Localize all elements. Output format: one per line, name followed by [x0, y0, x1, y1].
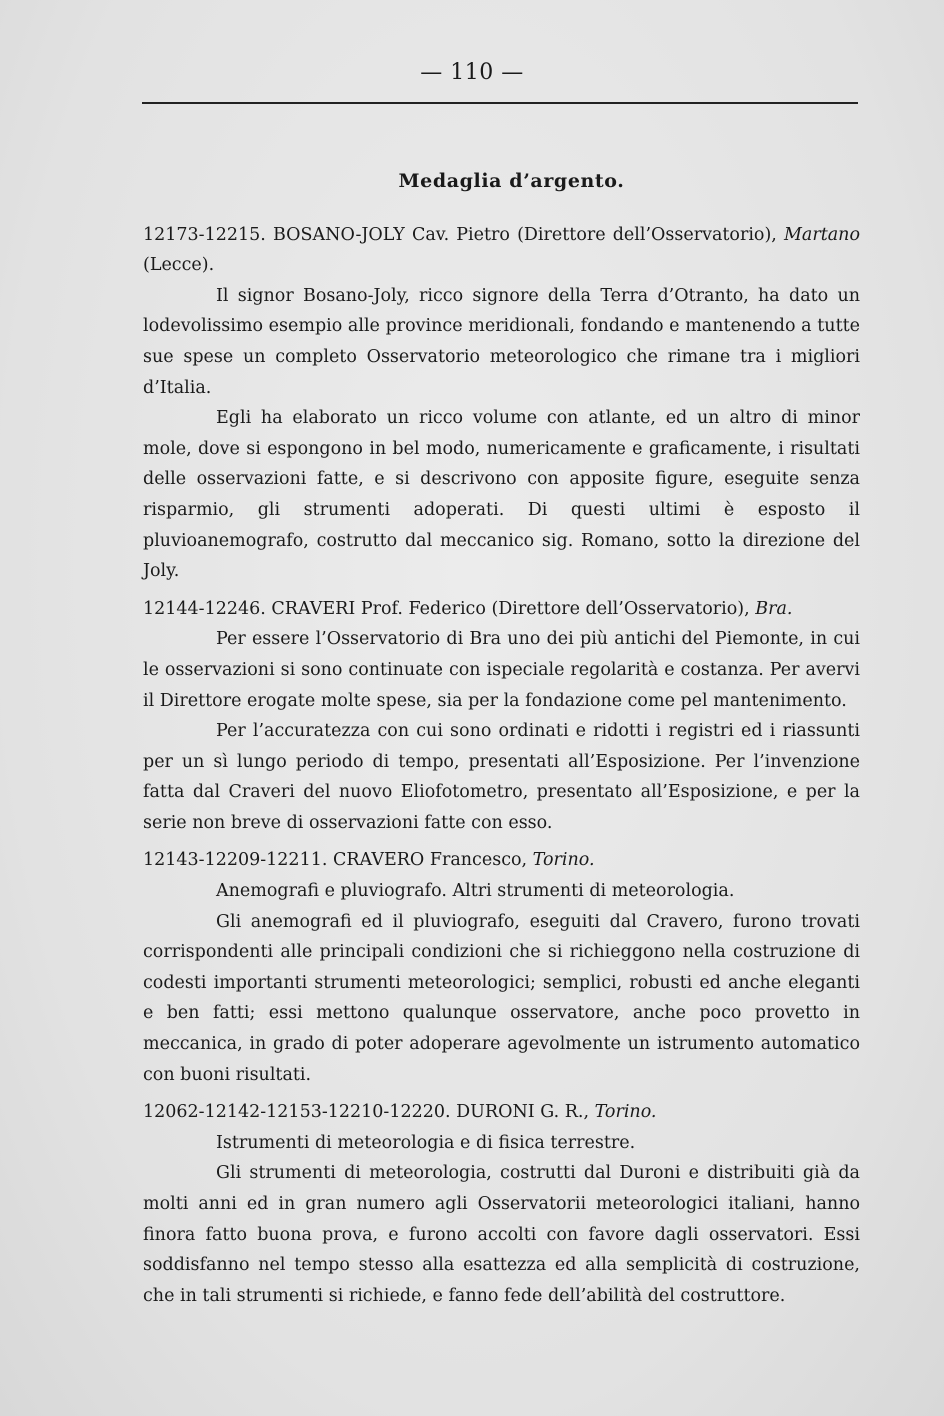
- entry-place: Torino.: [594, 1102, 657, 1123]
- entry-place: Martano: [784, 224, 860, 245]
- entry-title: Francesco,: [429, 850, 528, 871]
- entry-subtitle: Istrumenti di meteorologia e di fisica terrestre.: [216, 1132, 636, 1153]
- entry-title: Cav. Pietro (Direttore dell’Osservatorio),: [411, 224, 777, 245]
- entry-paragraph: Il signor Bosano-Joly, ricco signore della Terra d’Otranto, ha dato un lodevolissimo esempio alle province meridionali, fondando e mantenendo a tutte sue spese un completo Osservatorio meteorologico che rimane tra i migliori d’Italia.: [143, 285, 860, 398]
- entry-name: DURONI G. R.,: [456, 1102, 590, 1123]
- entry-place: Torino.: [532, 850, 595, 871]
- page-body: [143, 166, 860, 1311]
- entry-place: Bra.: [755, 598, 793, 619]
- header-rule: [142, 102, 858, 104]
- entry-paragraph: Gli strumenti di meteorologia, costrutti dal Duroni e distribuiti già da molti anni ed in gran numero agli Osservatorii meteorologici italiani, hanno finora fatto buona prova, e furono accolti con favore dagli osservatori. Essi soddisfanno nel tempo stesso alla esattezza ed alla semplicità di costruzione, che in tali strumenti si richiede, e fanno fede dell’abilità del costruttore.: [143, 1163, 860, 1306]
- entry-heading: [143, 845, 860, 876]
- entry-name: BOSANO-JOLY: [272, 224, 405, 245]
- entry-paragraph: Gli anemografi ed il pluviografo, eseguiti dal Cravero, furono trovati corrispondenti alle principali condizioni che si richieggono nella costruzione di codesti importanti strumenti meteorologici; semplici, robusti ed anche eleganti e ben fatti; essi mettono qualunque osservatore, anche poco provetto in meccanica, in grado di poter adoperare agevolmente un istrumento automatico con buoni risultati.: [143, 911, 860, 1085]
- entry-heading: [143, 220, 860, 281]
- entry-subtitle: Anemografi e pluviografo. Altri strumenti di meteorologia.: [216, 881, 735, 902]
- entry-numbers: 12143-12209-12211.: [143, 850, 328, 871]
- entry-place-extra: (Lecce).: [143, 255, 215, 276]
- entry-paragraph: Egli ha elaborato un ricco volume con atlante, ed un altro di minor mole, dove si espongono in bel modo, numericamente e graficamente, i risultati delle osservazioni fatte, e si descrivono con apposite figure, eseguite senza risparmio, gli strumenti adoperati. Di questi ultimi è esposto il pluvioanemografo, costrutto dal meccanico sig. Romano, sotto la direzione del Joly.: [143, 408, 860, 582]
- entry-name: CRAVERO: [332, 850, 425, 871]
- entry-numbers: 12144-12246.: [143, 598, 266, 619]
- section-title: Medaglia d’argento.: [398, 170, 625, 192]
- entry-heading: [143, 1097, 860, 1128]
- entry-name: CRAVERI: [271, 598, 356, 619]
- entry-numbers: 12062-12142-12153-12210-12220.: [143, 1102, 451, 1123]
- entry-paragraph: Per essere l’Osservatorio di Bra uno dei più antichi del Piemonte, in cui le osservazioni si sono continuate con ispeciale regolarità e costanza. Per avervi il Direttore erogate molte spese, sia per la fondazione come pel mantenimento.: [143, 629, 860, 711]
- entry-paragraph: Per l’accuratezza con cui sono ordinati e ridotti i registri ed i riassunti per un sì lungo periodo di tempo, presentati all’Esposizione. Per l’invenzione fatta dal Craveri del nuovo Eliofotometro, presentato all’Esposizione, e per la serie non breve di osservazioni fatte con esso.: [143, 721, 860, 833]
- entry-title: Prof. Federico (Direttore dell’Osservatorio),: [360, 598, 750, 619]
- entry-heading: [143, 594, 860, 625]
- entry-numbers: 12173-12215.: [143, 224, 266, 245]
- page-number: — 110 —: [420, 60, 524, 85]
